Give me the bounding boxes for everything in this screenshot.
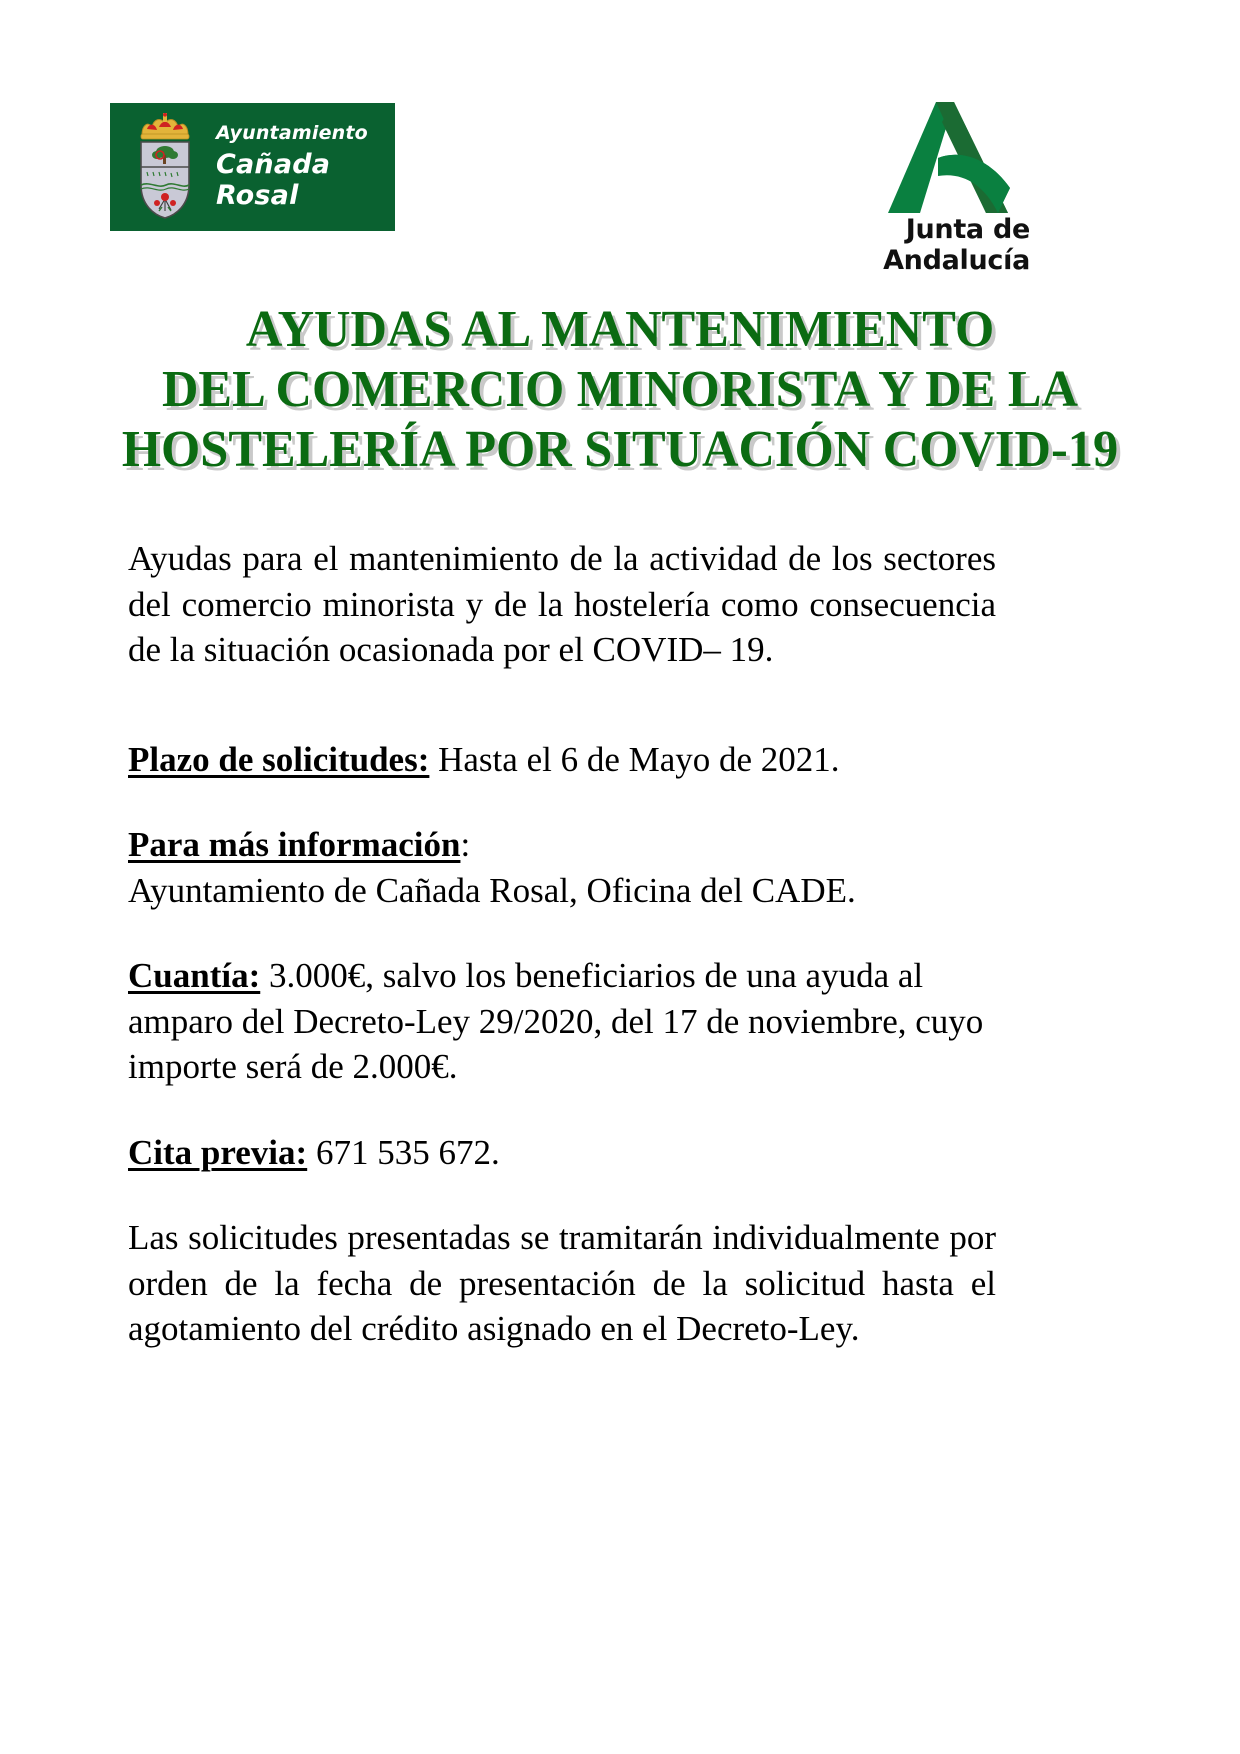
ayuntamiento-label-line2: Cañada Rosal xyxy=(216,149,331,212)
spacer xyxy=(128,782,996,822)
cita-previa-label: Cita previa: xyxy=(128,1132,308,1172)
poster-header xyxy=(0,0,1240,276)
spacer xyxy=(128,1175,996,1215)
plazo-paragraph xyxy=(128,737,996,783)
informacion-label-line xyxy=(128,822,996,868)
title-line-2: DEL COMERCIO MINORISTA Y DE LA xyxy=(162,360,1078,418)
title-line-3: HOSTELERÍA POR SITUACIÓN COVID-19 xyxy=(121,420,1119,478)
spacer xyxy=(128,913,996,953)
ayuntamiento-logo xyxy=(110,103,395,231)
plazo-value: Hasta el 6 de Mayo de 2021. xyxy=(429,739,840,779)
cita-previa-paragraph xyxy=(128,1130,996,1176)
title-line-1: AYUDAS AL MANTENIMIENTO xyxy=(245,301,995,358)
poster-title xyxy=(106,300,1134,479)
informacion-label: Para más información xyxy=(128,825,461,864)
junta-de-andalucia-logo xyxy=(760,100,1030,276)
junta-de-andalucia-label: Junta de Andalucía xyxy=(883,214,1030,276)
informacion-label-suffix: : xyxy=(460,825,471,864)
ayuntamiento-label-line1: Ayuntamiento xyxy=(216,121,368,144)
junta-de-andalucia-a-mark-icon xyxy=(858,100,1018,215)
cuantia-label: Cuantía: xyxy=(128,956,261,995)
canada-rosal-coat-of-arms-icon xyxy=(134,111,196,223)
cita-previa-value: 671 535 672. xyxy=(307,1132,500,1172)
informacion-value: Ayuntamiento de Cañada Rosal, Oficina del CADE. xyxy=(128,870,856,910)
spacer xyxy=(128,673,996,737)
cuantia-paragraph xyxy=(128,953,996,1090)
cuantia-value: 3.000€, salvo los beneficiarios de una ayuda al amparo del Decreto-Ley 29/2020, del 17 de noviembre, cuyo importe será de 2.000€. xyxy=(128,956,984,1086)
intro-paragraph: Ayudas para el mantenimiento de la actividad de los sectores del comercio minorista y de la hostelería como consecuencia de la situación ocasionada por el COVID– 19. xyxy=(128,539,996,669)
spacer xyxy=(128,1090,996,1130)
plazo-label: Plazo de solicitudes: xyxy=(128,739,430,779)
tramitacion-paragraph: Las solicitudes presentadas se tramitarán individualmente por orden de la fecha de presentación de la solicitud hasta el agotamiento del crédito asignado en el Decreto-Ley. xyxy=(128,1218,996,1348)
poster-body xyxy=(128,536,996,1352)
ayuntamiento-logo-text xyxy=(216,123,395,212)
